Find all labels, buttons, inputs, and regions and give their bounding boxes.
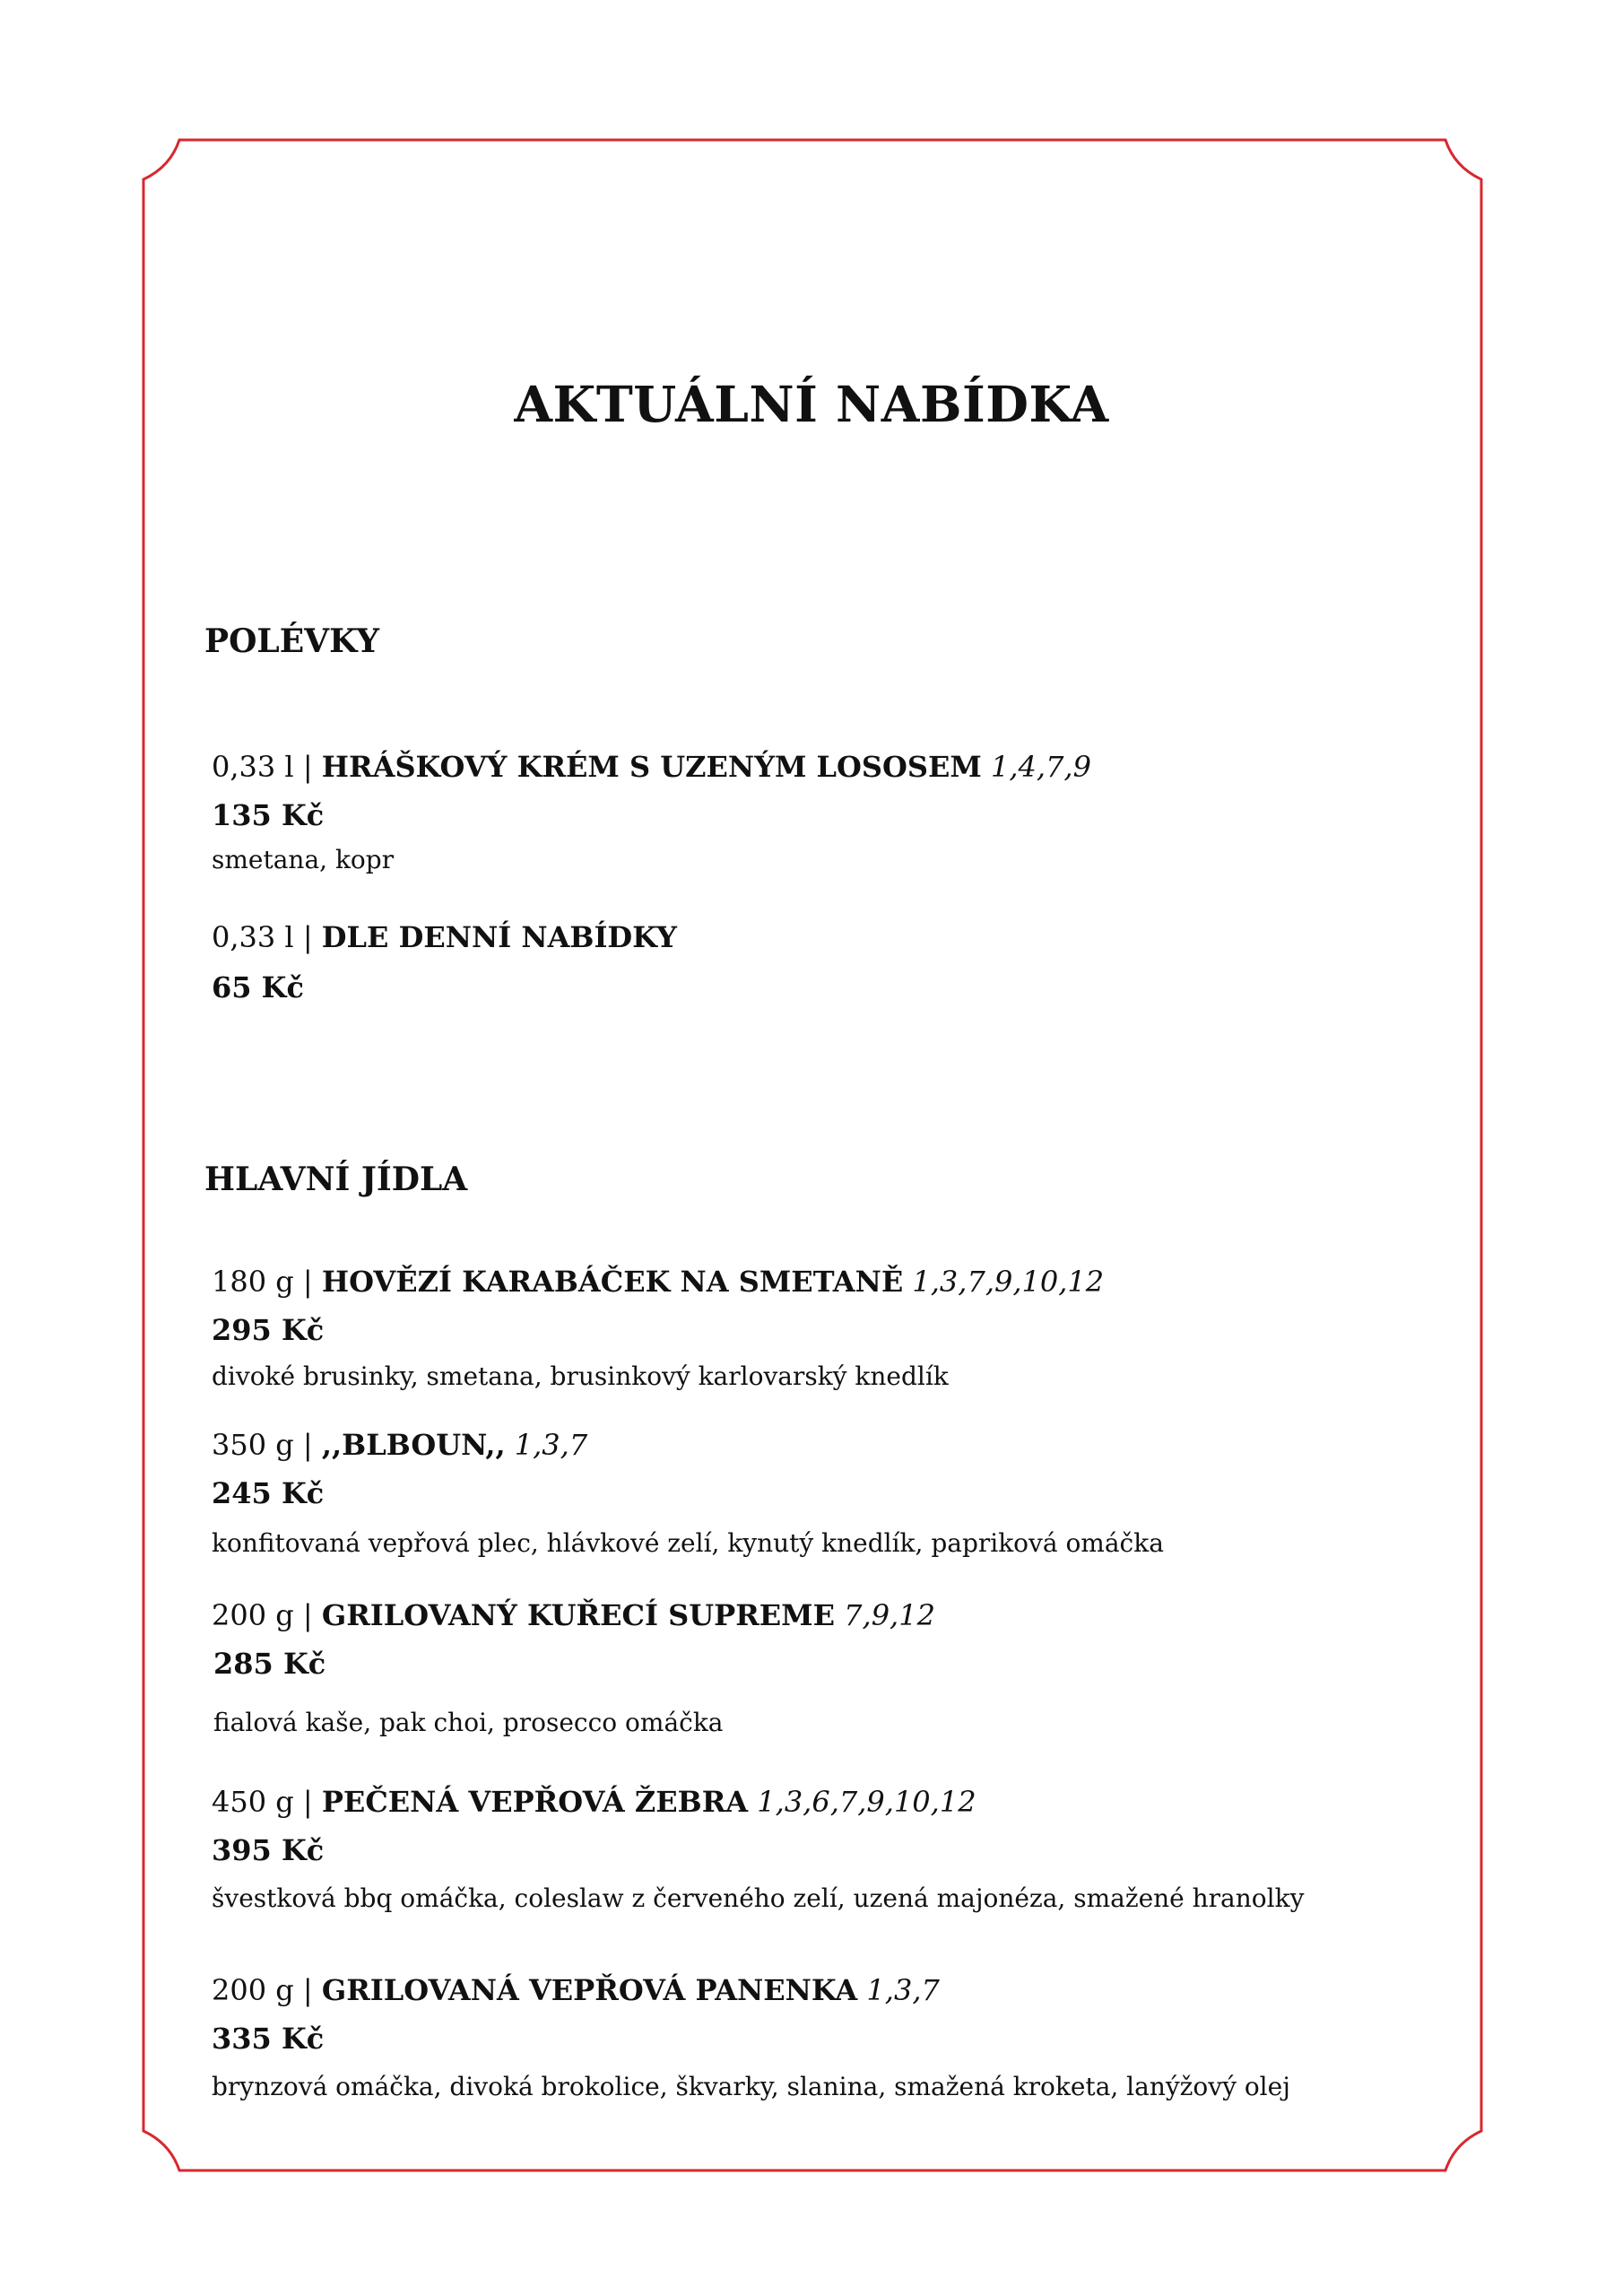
- item-name: DLE DENNÍ NABÍDKY: [321, 920, 677, 954]
- item-price: 65 Kč: [212, 970, 304, 1004]
- item-separator: |: [302, 750, 313, 784]
- item-description: brynzová omáčka, divoká brokolice, škvarky, slanina, smažená kroketa, lanýžový olej: [212, 2072, 1290, 2101]
- item-separator: |: [302, 1598, 313, 1632]
- item-price: 285 Kč: [213, 1647, 326, 1681]
- item-allergens: 1,3,7: [866, 1973, 940, 2007]
- item-portion: 200 g: [212, 1598, 294, 1632]
- item-allergens: 1,3,6,7,9,10,12: [757, 1785, 976, 1819]
- item-allergens: 1,3,7,9,10,12: [912, 1265, 1105, 1299]
- menu-item-line: [212, 1428, 587, 1462]
- item-portion: 0,33 l: [212, 920, 294, 954]
- item-name: ,,BLBOUN,,: [321, 1428, 506, 1462]
- item-name: HOVĚZÍ KARABÁČEK NA SMETANĚ: [321, 1265, 904, 1299]
- item-name: GRILOVANÁ VEPŘOVÁ PANENKA: [321, 1973, 858, 2007]
- page-title: AKTUÁLNÍ NABÍDKA: [514, 375, 1109, 433]
- item-allergens: 7,9,12: [844, 1598, 935, 1632]
- menu-item-line: [212, 1785, 976, 1819]
- item-portion: 180 g: [212, 1265, 294, 1299]
- item-separator: |: [302, 1973, 313, 2007]
- item-description: divoké brusinky, smetana, brusinkový karlovarský knedlík: [212, 1361, 949, 1391]
- item-price: 135 Kč: [212, 798, 325, 832]
- item-price: 395 Kč: [212, 1833, 325, 1867]
- item-portion: 0,33 l: [212, 750, 294, 784]
- item-name: GRILOVANÝ KUŘECÍ SUPREME: [321, 1598, 835, 1632]
- item-description: švestková bbq omáčka, coleslaw z červeného zelí, uzená majonéza, smažené hranolky: [212, 1883, 1305, 1913]
- item-separator: |: [302, 1428, 313, 1462]
- item-description: konfitovaná vepřová plec, hlávkové zelí, kynutý knedlík, papriková omáčka: [212, 1528, 1164, 1558]
- menu-item-line: [212, 750, 1091, 784]
- item-name: HRÁŠKOVÝ KRÉM S UZENÝM LOSOSEM: [321, 750, 982, 784]
- item-portion: 350 g: [212, 1428, 294, 1462]
- section-heading-mains: HLAVNÍ JÍDLA: [204, 1161, 468, 1198]
- item-description: smetana, kopr: [212, 845, 395, 874]
- item-portion: 200 g: [212, 1973, 294, 2007]
- menu-item-line: [212, 1973, 940, 2007]
- item-allergens: 1,3,7: [514, 1428, 588, 1462]
- item-separator: |: [302, 1265, 313, 1299]
- item-price: 335 Kč: [212, 2022, 325, 2056]
- menu-item-line: [212, 920, 677, 954]
- menu-item-line: [212, 1598, 935, 1632]
- item-description: fialová kaše, pak choi, prosecco omáčka: [213, 1708, 724, 1737]
- item-price: 245 Kč: [212, 1476, 325, 1510]
- item-name: PEČENÁ VEPŘOVÁ ŽEBRA: [321, 1785, 749, 1819]
- item-separator: |: [302, 920, 313, 954]
- item-separator: |: [302, 1785, 313, 1819]
- section-heading-soups: POLÉVKY: [204, 622, 380, 660]
- menu-item-line: [212, 1265, 1104, 1299]
- item-price: 295 Kč: [212, 1313, 325, 1347]
- item-portion: 450 g: [212, 1785, 294, 1819]
- item-allergens: 1,4,7,9: [991, 750, 1091, 784]
